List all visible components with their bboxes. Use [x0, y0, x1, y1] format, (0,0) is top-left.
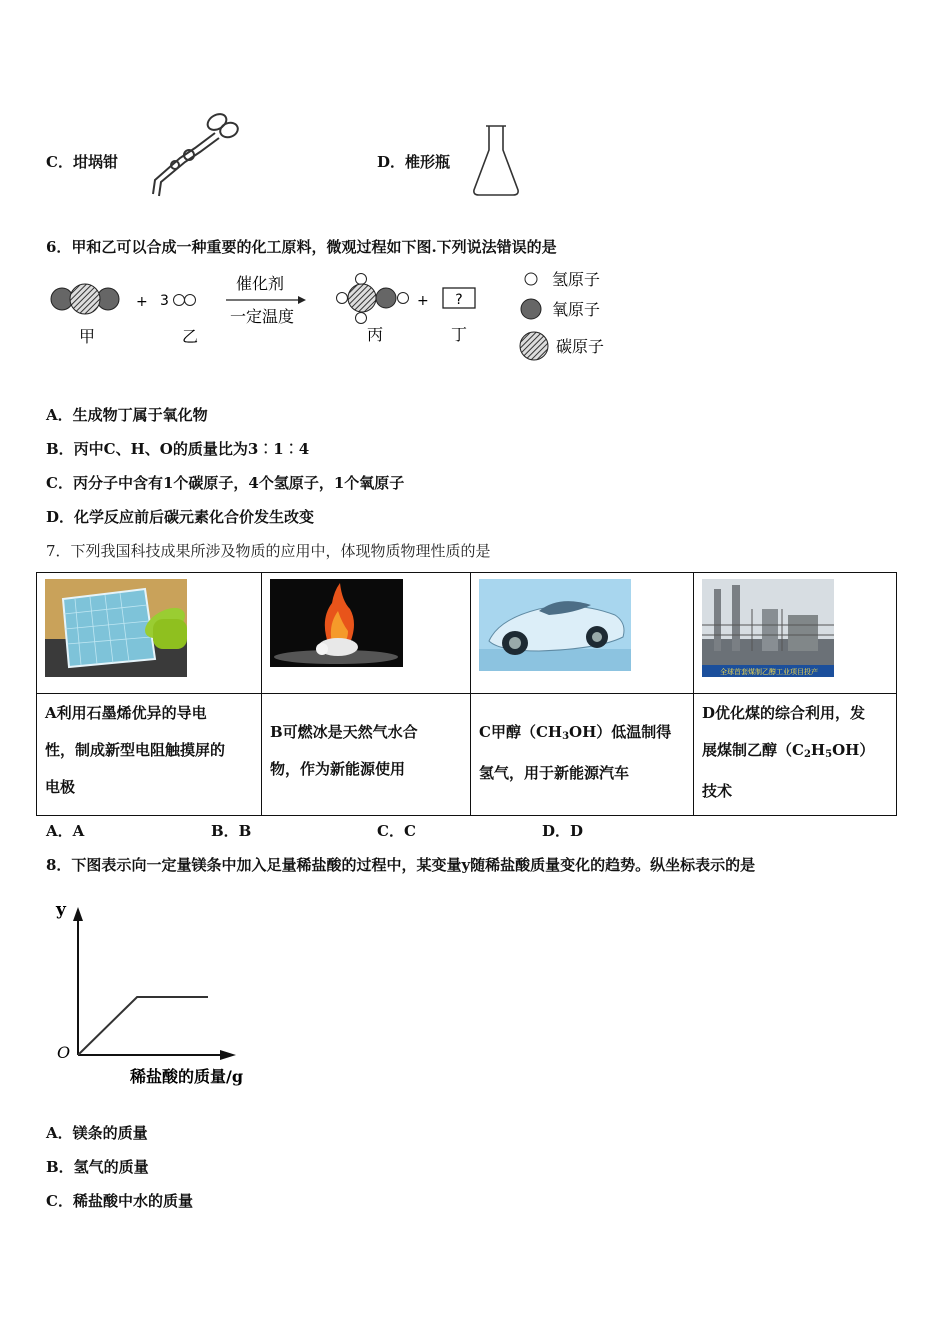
label-yi: 乙	[181, 327, 199, 346]
plus-sign-1: +	[136, 294, 148, 310]
q7-table	[36, 572, 897, 816]
q6-option-d: D．化学反应前后碳元素化合价发生改变	[46, 508, 315, 526]
x-axis-arrow	[220, 1050, 236, 1060]
cell-d-line-1: D优化煤的综合利用，发	[702, 704, 866, 722]
q5-option-d: D．椎形瓶	[377, 153, 451, 171]
q8-chart	[40, 895, 280, 1090]
q8-option-c: C．稀盐酸中水的质量	[46, 1192, 193, 1210]
hydrogen-car-image	[479, 579, 631, 671]
text-cell-c	[471, 694, 694, 816]
legend-carbon: 碳原子	[556, 337, 605, 356]
image-cell-b	[262, 573, 471, 694]
label-bing: 丙	[366, 325, 384, 344]
q7-answer-a: A．A	[46, 822, 85, 840]
q6-option-b: B．丙中C、H、O的质量比为3︰1︰4	[46, 440, 310, 458]
y-axis-arrow	[73, 907, 83, 921]
legend-oxygen-icon	[521, 299, 541, 319]
cell-a-line-1: A利用石墨烯优异的导电	[45, 704, 207, 722]
molecule-yi	[174, 295, 196, 306]
cell-b-line-1: B可燃冰是天然气水合	[270, 723, 418, 741]
y-axis-label: y	[56, 900, 66, 920]
cell-a-line-2: 性，制成新型电阻触摸屏的	[45, 741, 226, 759]
text-cell-a	[37, 694, 262, 816]
label-ding: 丁	[450, 325, 468, 344]
cell-d-line-3: 技术	[702, 782, 733, 800]
image-cell-d	[694, 573, 897, 694]
legend-oxygen: 氧原子	[552, 300, 601, 319]
reaction-diagram	[40, 262, 640, 362]
q5-option-c: C．坩埚钳	[46, 153, 118, 171]
text-cell-b	[262, 694, 471, 816]
image-cell-c	[471, 573, 694, 694]
q6-stem: 6．甲和乙可以合成一种重要的化工原料，微观过程如下图.下列说法错误的是	[46, 238, 557, 256]
image-cell-a	[37, 573, 262, 694]
cell-d-line-2: 展煤制乙醇$(C_2H_5OH)$	[702, 741, 875, 760]
q7-stem: 7．下列我国科技成果所涉及物质的应用中，体现物质物理性质的是	[46, 542, 491, 560]
cell-a-line-3: 电极	[45, 778, 76, 796]
molecule-jia	[51, 284, 119, 314]
unknown-mark: ?	[455, 292, 463, 308]
q8-option-b: B．氢气的质量	[46, 1158, 149, 1176]
legend-carbon-icon	[520, 332, 548, 360]
coal-plant-image	[702, 579, 834, 677]
condition-temperature: 一定温度	[229, 307, 295, 326]
q7-answer-d: D．D	[542, 822, 584, 840]
conical-flask-icon	[470, 122, 522, 198]
q8-option-a: A．镁条的质量	[46, 1124, 148, 1142]
text-cell-d	[694, 694, 897, 816]
legend-hydrogen-icon	[525, 273, 537, 285]
x-axis-label: 稀盐酸的质量/g	[130, 1067, 244, 1086]
crucible-tongs-icon	[145, 108, 240, 200]
q6-option-c: C．丙分子中含有1个碳原子，4个氢原子，1个氧原子	[46, 474, 405, 492]
q8-stem: 8．下图表示向一定量镁条中加入足量稀盐酸的过程中，某变量y随稀盐酸质量变化的趋势。纵坐标表示的是	[46, 856, 756, 874]
cell-c-line-2: 氢气，用于新能源汽车	[479, 764, 630, 782]
q6-option-a: A．生成物丁属于氧化物	[46, 406, 208, 424]
condition-catalyst: 催化剂	[235, 274, 285, 293]
label-jia: 甲	[78, 327, 96, 346]
burning-ice-image	[270, 579, 403, 667]
q7-answer-b: B．B	[211, 822, 252, 840]
origin-label: O	[57, 1043, 71, 1062]
cell-c-line-1: C甲醇$(CH_3OH)$低温制得	[479, 723, 672, 742]
image-caption-d: 全球首套煤制乙醇工业项目投产	[720, 668, 818, 676]
cell-b-line-2: 物，作为新能源使用	[270, 760, 406, 778]
series-line	[78, 997, 208, 1055]
coefficient: 3	[160, 293, 169, 309]
plus-sign-2: +	[417, 293, 429, 309]
touchscreen-image	[45, 579, 187, 677]
q7-answer-c: C．C	[377, 822, 416, 840]
legend-hydrogen: 氢原子	[552, 270, 601, 289]
molecule-bing	[337, 274, 409, 324]
